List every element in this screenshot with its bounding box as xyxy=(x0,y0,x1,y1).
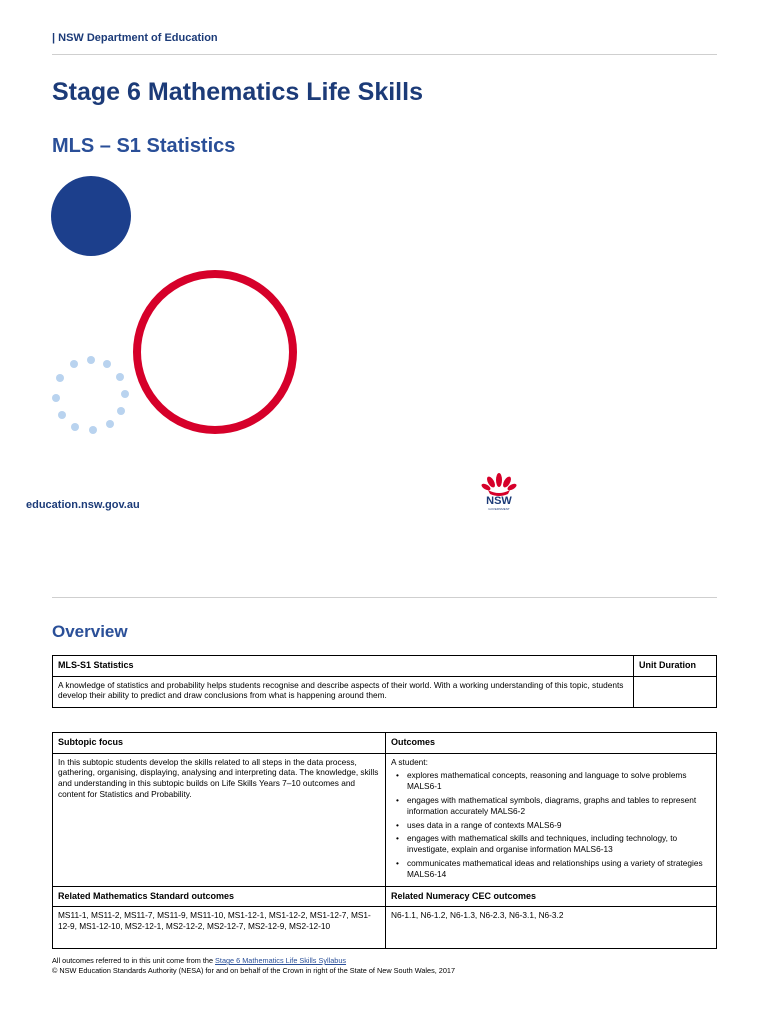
footnote-prefix: All outcomes referred to in this unit come from the xyxy=(52,956,216,965)
subtopic-focus-text xyxy=(53,753,386,886)
unit-duration-value xyxy=(634,676,717,707)
outcomes-intro: A student: xyxy=(391,756,428,767)
outcomes-list xyxy=(391,770,711,879)
related-numeracy-header: Related Numeracy CEC outcomes xyxy=(386,886,717,907)
list-item: • engages with mathematical symbols, diagrams, graphs and tables to represent information accurately MALS6-2 xyxy=(391,795,711,817)
nsw-logo-text: NSW xyxy=(486,495,512,507)
list-item: • communicates mathematical ideas and relationships using a variety of strategies MALS6-14 xyxy=(391,858,711,880)
outcomes-cell xyxy=(386,753,717,886)
unit-summary-table xyxy=(52,655,717,708)
overview-heading: Overview xyxy=(52,622,128,641)
page-subtitle: MLS – S1 Statistics xyxy=(52,135,236,157)
decorative-dot-ring xyxy=(48,352,138,442)
subtopic-focus-body: In this subtopic students develop the skills related to all steps in the data process, gathering, organising, displaying, analysing and interpreting data. The knowledge, skills and understanding in this subtopic builds on Life Skills Years 7–10 outcomes and content for Statistics and Probability. xyxy=(58,756,379,800)
related-math-header: Related Mathematics Standard outcomes xyxy=(53,886,386,907)
waratah-icon xyxy=(478,470,520,512)
list-item: • explores mathematical concepts, reasoning and language to solve problems MALS6-1 xyxy=(391,770,711,792)
section-divider xyxy=(52,597,717,598)
subtopic-focus-header: Subtopic focus xyxy=(53,733,386,754)
unit-name-header: MLS-S1 Statistics xyxy=(53,656,634,677)
subtopic-outcomes-table xyxy=(52,732,717,949)
header-divider xyxy=(52,54,717,55)
related-numeracy-outcomes: N6-1.1, N6-1.2, N6-1.3, N6-2.3, N6-3.1, N6-3.2 xyxy=(386,907,717,949)
department-header: | NSW Department of Education xyxy=(52,32,218,44)
website-link[interactable]: education.nsw.gov.au xyxy=(26,499,140,511)
page-title: Stage 6 Mathematics Life Skills xyxy=(52,78,423,106)
copyright-notice: © NSW Education Standards Authority (NESA) for and on behalf of the Crown in right of the State of New South Wales, 2017 xyxy=(52,965,455,975)
decorative-red-ring xyxy=(133,270,297,434)
list-item: • engages with mathematical skills and techniques, including technology, to investigate, explain and organise information MALS6-13 xyxy=(391,833,711,855)
decorative-blue-circle xyxy=(51,176,131,256)
footnote-line-1 xyxy=(52,956,455,966)
outcomes-header: Outcomes xyxy=(386,733,717,754)
syllabus-link[interactable]: Stage 6 Mathematics Life Skills Syllabus xyxy=(215,956,347,965)
nsw-logo-subtext: GOVERNMENT xyxy=(488,507,510,511)
related-math-outcomes: MS11-1, MS11-2, MS11-7, MS11-9, MS11-10, MS1-12-1, MS1-12-2, MS1-12-7, MS1-12-9, MS1-12-10, MS2-12-1, MS2-12-2, MS2-12-7, MS2-12-9, MS2-12-10 xyxy=(53,907,386,949)
list-item: • uses data in a range of contexts MALS6-9 xyxy=(391,820,711,831)
unit-duration-header: Unit Duration xyxy=(634,656,717,677)
unit-description: A knowledge of statistics and probability helps students recognise and describe aspects of their world. With a working understanding of this topic, students develop their ability to predict and draw conclusions from what is happening around them. xyxy=(53,676,634,707)
footnote xyxy=(52,956,455,976)
